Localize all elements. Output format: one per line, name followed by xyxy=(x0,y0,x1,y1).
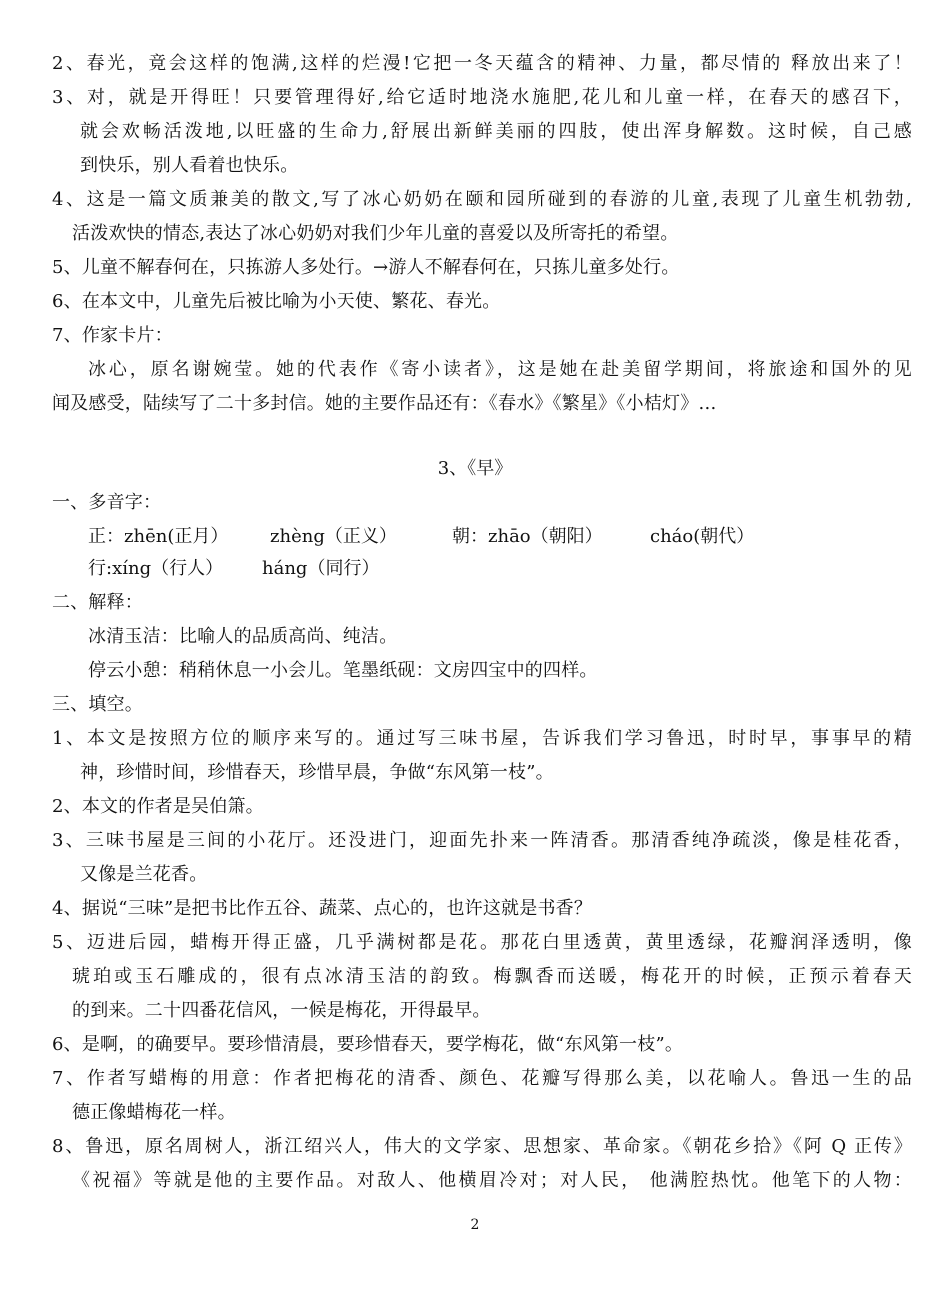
fill-3-line-2: 又像是兰花香。 xyxy=(80,864,208,885)
heading-fill: 三、填空。 xyxy=(52,694,143,715)
fill-7-line-1: 7、作者写蜡梅的用意：作者把梅花的清香、颜色、花瓣写得那么美，以花喻人。鲁迅一生的品 xyxy=(52,1068,912,1089)
fill-5-line-3: 的到来。二十四番花信风，一候是梅花，开得最早。 xyxy=(72,1000,491,1021)
polyphone-zheng-2: zhèng（正义） xyxy=(270,526,397,547)
heading-explain: 二、解释： xyxy=(52,592,143,613)
fill-7-line-2: 德正像蜡梅花一样。 xyxy=(72,1102,236,1123)
fill-2: 2、本文的作者是吴伯箫。 xyxy=(52,796,264,817)
item-4-line-2: 活泼欢快的情态,表达了冰心奶奶对我们少年儿童的喜爱以及所寄托的希望。 xyxy=(72,223,679,244)
polyphone-chao-1: 朝：zhāo（朝阳） xyxy=(452,526,603,547)
fill-5-line-2: 琥珀或玉石雕成的，很有点冰清玉洁的韵致。梅飘香而送暖，梅花开的时候，正预示着春天 xyxy=(72,966,912,987)
fill-1-line-1: 1、本文是按照方位的顺序来写的。通过写三味书屋，告诉我们学习鲁迅，时时早，事事早的精 xyxy=(52,728,912,749)
fill-5-line-1: 5、迈进后园，蜡梅开得正盛，几乎满树都是花。那花白里透黄，黄里透绿，花瓣润泽透明，像 xyxy=(52,932,912,953)
fill-1-line-2: 神，珍惜时间，珍惜春天，珍惜早晨，争做“东风第一枝”。 xyxy=(80,762,554,783)
heading-polyphones: 一、多音字： xyxy=(52,492,162,513)
item-4-line-1: 4、这是一篇文质兼美的散文,写了冰心奶奶在颐和园所碰到的春游的儿童,表现了儿童生机勃勃, xyxy=(52,189,912,210)
fill-4: 4、据说“三味”是把书比作五谷、蔬菜、点心的，也许这就是书香？ xyxy=(52,898,593,919)
fill-8-line-2: 《祝福》等就是他的主要作品。对敌人、他横眉冷对；对人民， 他满腔热忱。他笔下的人物： xyxy=(72,1170,912,1191)
polyphone-chao-2: cháo(朝代） xyxy=(650,526,755,547)
page-number: 2 xyxy=(470,1217,480,1233)
lesson-title: 3、《早》 xyxy=(437,458,513,479)
author-card-line-1: 冰心，原名谢婉莹。她的代表作《寄小读者》，这是她在赴美留学期间，将旅途和国外的见 xyxy=(88,359,912,380)
item-6: 6、在本文中，儿童先后被比喻为小天使、繁花、春光。 xyxy=(52,291,501,312)
item-3-line-3: 到快乐，别人看着也快乐。 xyxy=(80,155,299,176)
polyphone-xing-1: 行:xíng（行人） xyxy=(88,558,224,579)
item-5: 5、儿童不解春何在，只拣游人多处行。→游人不解春何在，只拣儿童多处行。 xyxy=(52,257,680,278)
item-3-line-2: 就会欢畅活泼地,以旺盛的生命力,舒展出新鲜美丽的四肢，使出浑身解数。这时候，自己感 xyxy=(80,121,912,142)
polyphone-zheng-1: 正：zhēn(正月） xyxy=(88,526,229,547)
item-7: 7、作家卡片： xyxy=(52,325,173,346)
author-card-line-2: 闻及感受，陆续写了二十多封信。她的主要作品还有：《春水》《繁星》《小桔灯》… xyxy=(52,393,717,414)
fill-8-line-1: 8、鲁迅，原名周树人，浙江绍兴人，伟大的文学家、思想家、革命家。《朝花乡拾》《阿 Q 正传》 xyxy=(52,1136,912,1157)
fill-3-line-1: 3、三味书屋是三间的小花厅。还没进门，迎面先扑来一阵清香。那清香纯净疏淡，像是桂花香， xyxy=(52,830,912,851)
polyphone-xing-2: háng（同行） xyxy=(262,558,380,579)
explain-2: 停云小憩：稍稍休息一小会儿。笔墨纸砚：文房四宝中的四样。 xyxy=(88,660,598,681)
item-3-line-1: 3、对，就是开得旺！只要管理得好,给它适时地浇水施肥,花儿和儿童一样，在春天的感召下， xyxy=(52,87,912,108)
item-2-line-1: 2、春光，竟会这样的饱满,这样的烂漫!它把一冬天蕴含的精神、力量，都尽情的 释放出来了！ xyxy=(52,53,912,74)
fill-6: 6、是啊，的确要早。要珍惜清晨，要珍惜春天，要学梅花，做“东风第一枝”。 xyxy=(52,1034,684,1055)
explain-1: 冰清玉洁：比喻人的品质高尚、纯洁。 xyxy=(88,626,398,647)
